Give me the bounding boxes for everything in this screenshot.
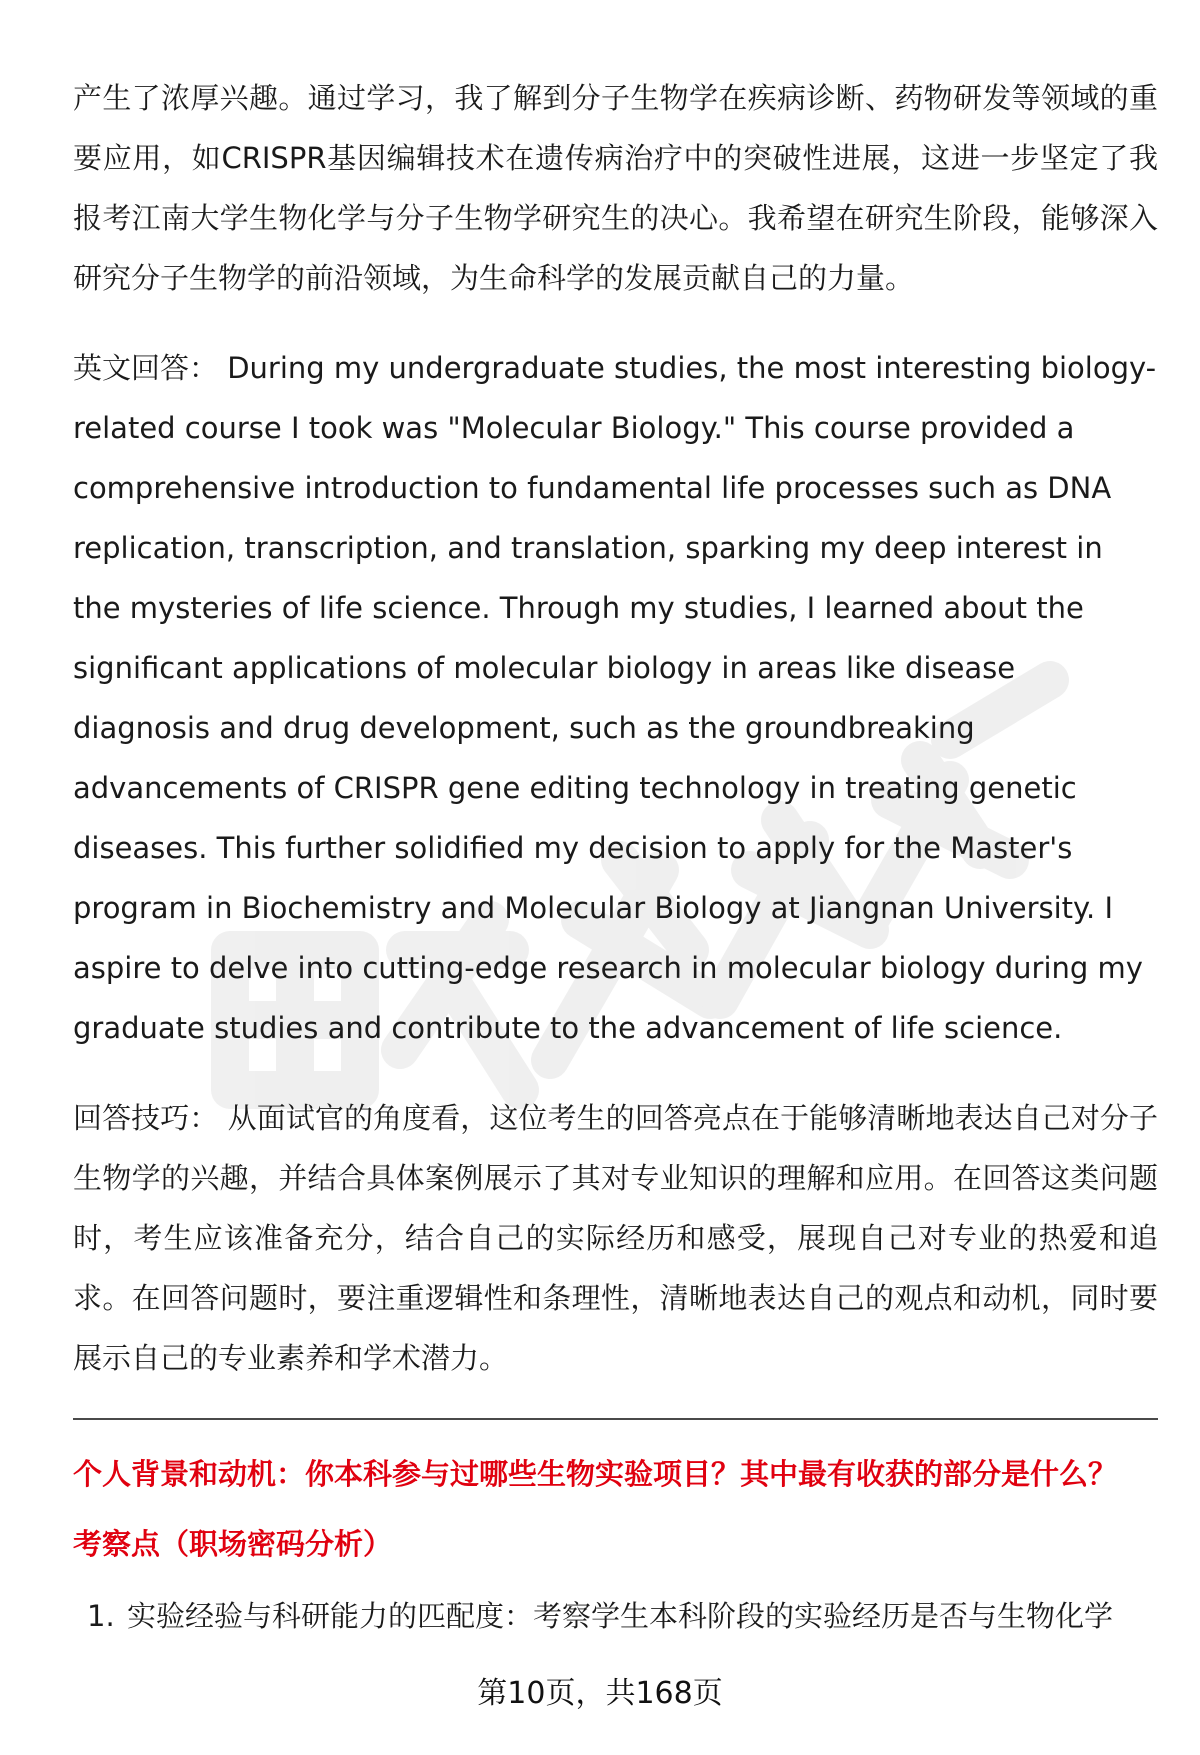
paragraph-chinese-answer: 产生了浓厚兴趣。通过学习，我了解到分子生物学在疾病诊断、药物研发等领域的重要应用，如CRISPR基因编辑技术在遗传病治疗中的突破性进展，这进一步坚定了我报考江南大学生物化学与分子生物学研究生的决心。我希望在研究生阶段，能够深入研究分子生物学的前沿领域，为生命科学的发展贡献自己的力量。 xyxy=(73,81,1158,295)
list-item-number: 1. xyxy=(87,1599,115,1633)
paragraph-answer-tips: 回答技巧： 从面试官的角度看，这位考生的回答亮点在于能够清晰地表达自己对分子生物学的兴趣，并结合具体案例展示了其对专业知识的理解和应用。在回答这类问题时，考生应该准备充分，结合自己的实际经历和感受，展现自己对专业的热爱和追求。在回答问题时，要注重逻辑性和条理性，清晰地表达自己的观点和动机，同时要展示自己的专业素养和学术潜力。 xyxy=(73,1101,1158,1375)
section-question-heading: 个人背景和动机：你本科参与过哪些生物实验项目？其中最有收获的部分是什么？ xyxy=(73,1457,1118,1491)
document-content xyxy=(73,68,1158,1636)
list-item-text: 实验经验与科研能力的匹配度：考察学生本科阶段的实验经历是否与生物化学 xyxy=(127,1599,1114,1633)
section-divider xyxy=(73,1418,1158,1420)
section-subheading: 考察点（职场密码分析） xyxy=(73,1527,393,1561)
page-footer: 第10页，共168页 xyxy=(477,1676,723,1711)
list-item xyxy=(73,1596,1158,1636)
paragraph-english-answer: 英文回答： During my undergraduate studies, the most interesting biology-related course I took was "Molecular Biology." This course provided a comprehensive introduction to fundamental life processes such as DNA replication, transcription, and translation, sparking my deep interest in the mysteries of life science. Through my studies, I learned about the significant applications of molecular biology in areas like disease diagnosis and drug development, such as the groundbreaking advancements of CRISPR gene editing technology in treating genetic diseases. This further solidified my decision to apply for the Master's program in Biochemistry and Molecular Biology at Jiangnan University. I aspire to delve into cutting-edge research in molecular biology during my graduate studies and contribute to the advancement of life science. xyxy=(73,351,1157,1045)
